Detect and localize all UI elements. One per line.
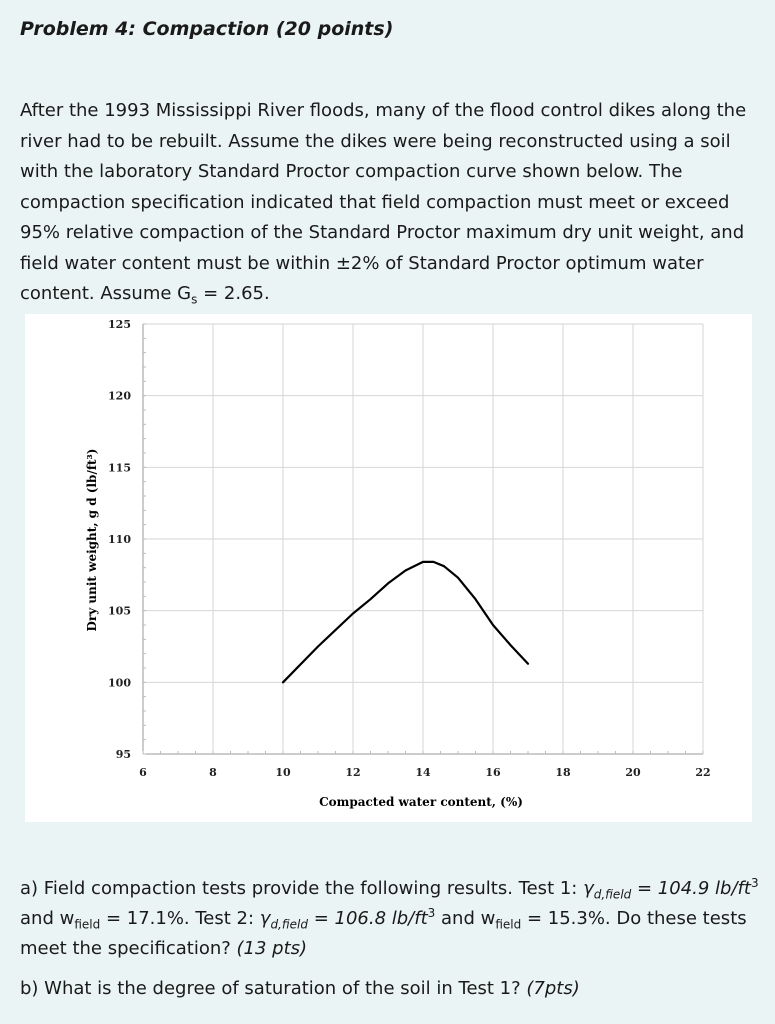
qa-lead: a) Field compaction tests provide the following results. Test 1: — [20, 878, 584, 899]
qa-w1-subscript: field — [74, 917, 101, 932]
x-tick-label-12: 12 — [345, 766, 361, 779]
qa-w2-value: = 15.3%. Do these tests meet the specification? — [20, 908, 747, 959]
qa-gamma2-value: = 106.8 lb/ft — [307, 908, 428, 929]
y-tick-label-100: 100 — [108, 676, 131, 690]
x-tick-label-6: 6 — [139, 766, 147, 779]
qb-points: (7pts) — [526, 978, 580, 999]
x-tick-label-18: 18 — [555, 766, 571, 779]
qa-w2-prefix: and w — [435, 908, 496, 929]
gs-value: = 2.65. — [197, 283, 270, 304]
qa-gamma2-symbol: γ — [259, 908, 271, 929]
y-tick-label-105: 105 — [108, 604, 131, 618]
x-tick-label-20: 20 — [625, 766, 641, 779]
y-tick-label-110: 110 — [108, 533, 131, 546]
qa-gamma1-superscript: 3 — [750, 876, 759, 890]
compaction-curve-0 — [283, 562, 528, 682]
question-a — [20, 874, 760, 964]
x-axis-label: Compacted water content, (%) — [319, 795, 523, 809]
intro-text: After the 1993 Mississippi River floods, many of the flood control dikes along the river had to be rebuilt. Assume the dikes were being reconstructed using a soil with the laboratory Standard Proctor compaction curve shown below. The compaction specification indicated that field compaction must meet or exceed 95% relative compaction of the Standard Proctor maximum dry unit weight, and field water content must be within ±2% of Standard Proctor optimum water content. Assume G — [20, 100, 747, 304]
gs-subscript: s — [191, 292, 198, 307]
x-tick-label-22: 22 — [695, 766, 711, 779]
question-b — [20, 974, 760, 1004]
qa-w1-value: = 17.1%. Test 2: — [100, 908, 260, 929]
qa-gamma1-value: = 104.9 lb/ft — [631, 878, 751, 899]
qa-points: (13 pts) — [236, 938, 308, 959]
y-tick-label-120: 120 — [108, 389, 131, 403]
problem-title: Problem 4: Compaction (20 points) — [20, 18, 394, 40]
qa-gamma2-superscript: 3 — [427, 906, 436, 920]
y-axis-label: Dry unit weight, g d (lb/ft³) — [85, 448, 99, 632]
problem-intro — [20, 96, 760, 310]
compaction-chart-svg — [25, 314, 752, 822]
qa-gamma1-symbol: γ — [583, 878, 594, 899]
y-tick-label-115: 115 — [108, 461, 131, 475]
qa-gamma2-subscript: d,field — [270, 917, 308, 932]
qb-text: b) What is the degree of saturation of the soil in Test 1? — [20, 978, 527, 999]
y-tick-label-95: 95 — [115, 748, 131, 761]
qa-gamma1-subscript: d,field — [593, 887, 632, 902]
y-tick-label-125: 125 — [108, 318, 131, 331]
qa-w1-prefix: and w — [20, 908, 75, 929]
x-tick-label-14: 14 — [415, 766, 431, 779]
compaction-chart — [25, 314, 752, 822]
qa-w2-subscript: field — [495, 917, 522, 932]
x-tick-label-10: 10 — [275, 766, 291, 779]
x-tick-label-8: 8 — [209, 766, 217, 779]
x-tick-label-16: 16 — [485, 766, 501, 779]
